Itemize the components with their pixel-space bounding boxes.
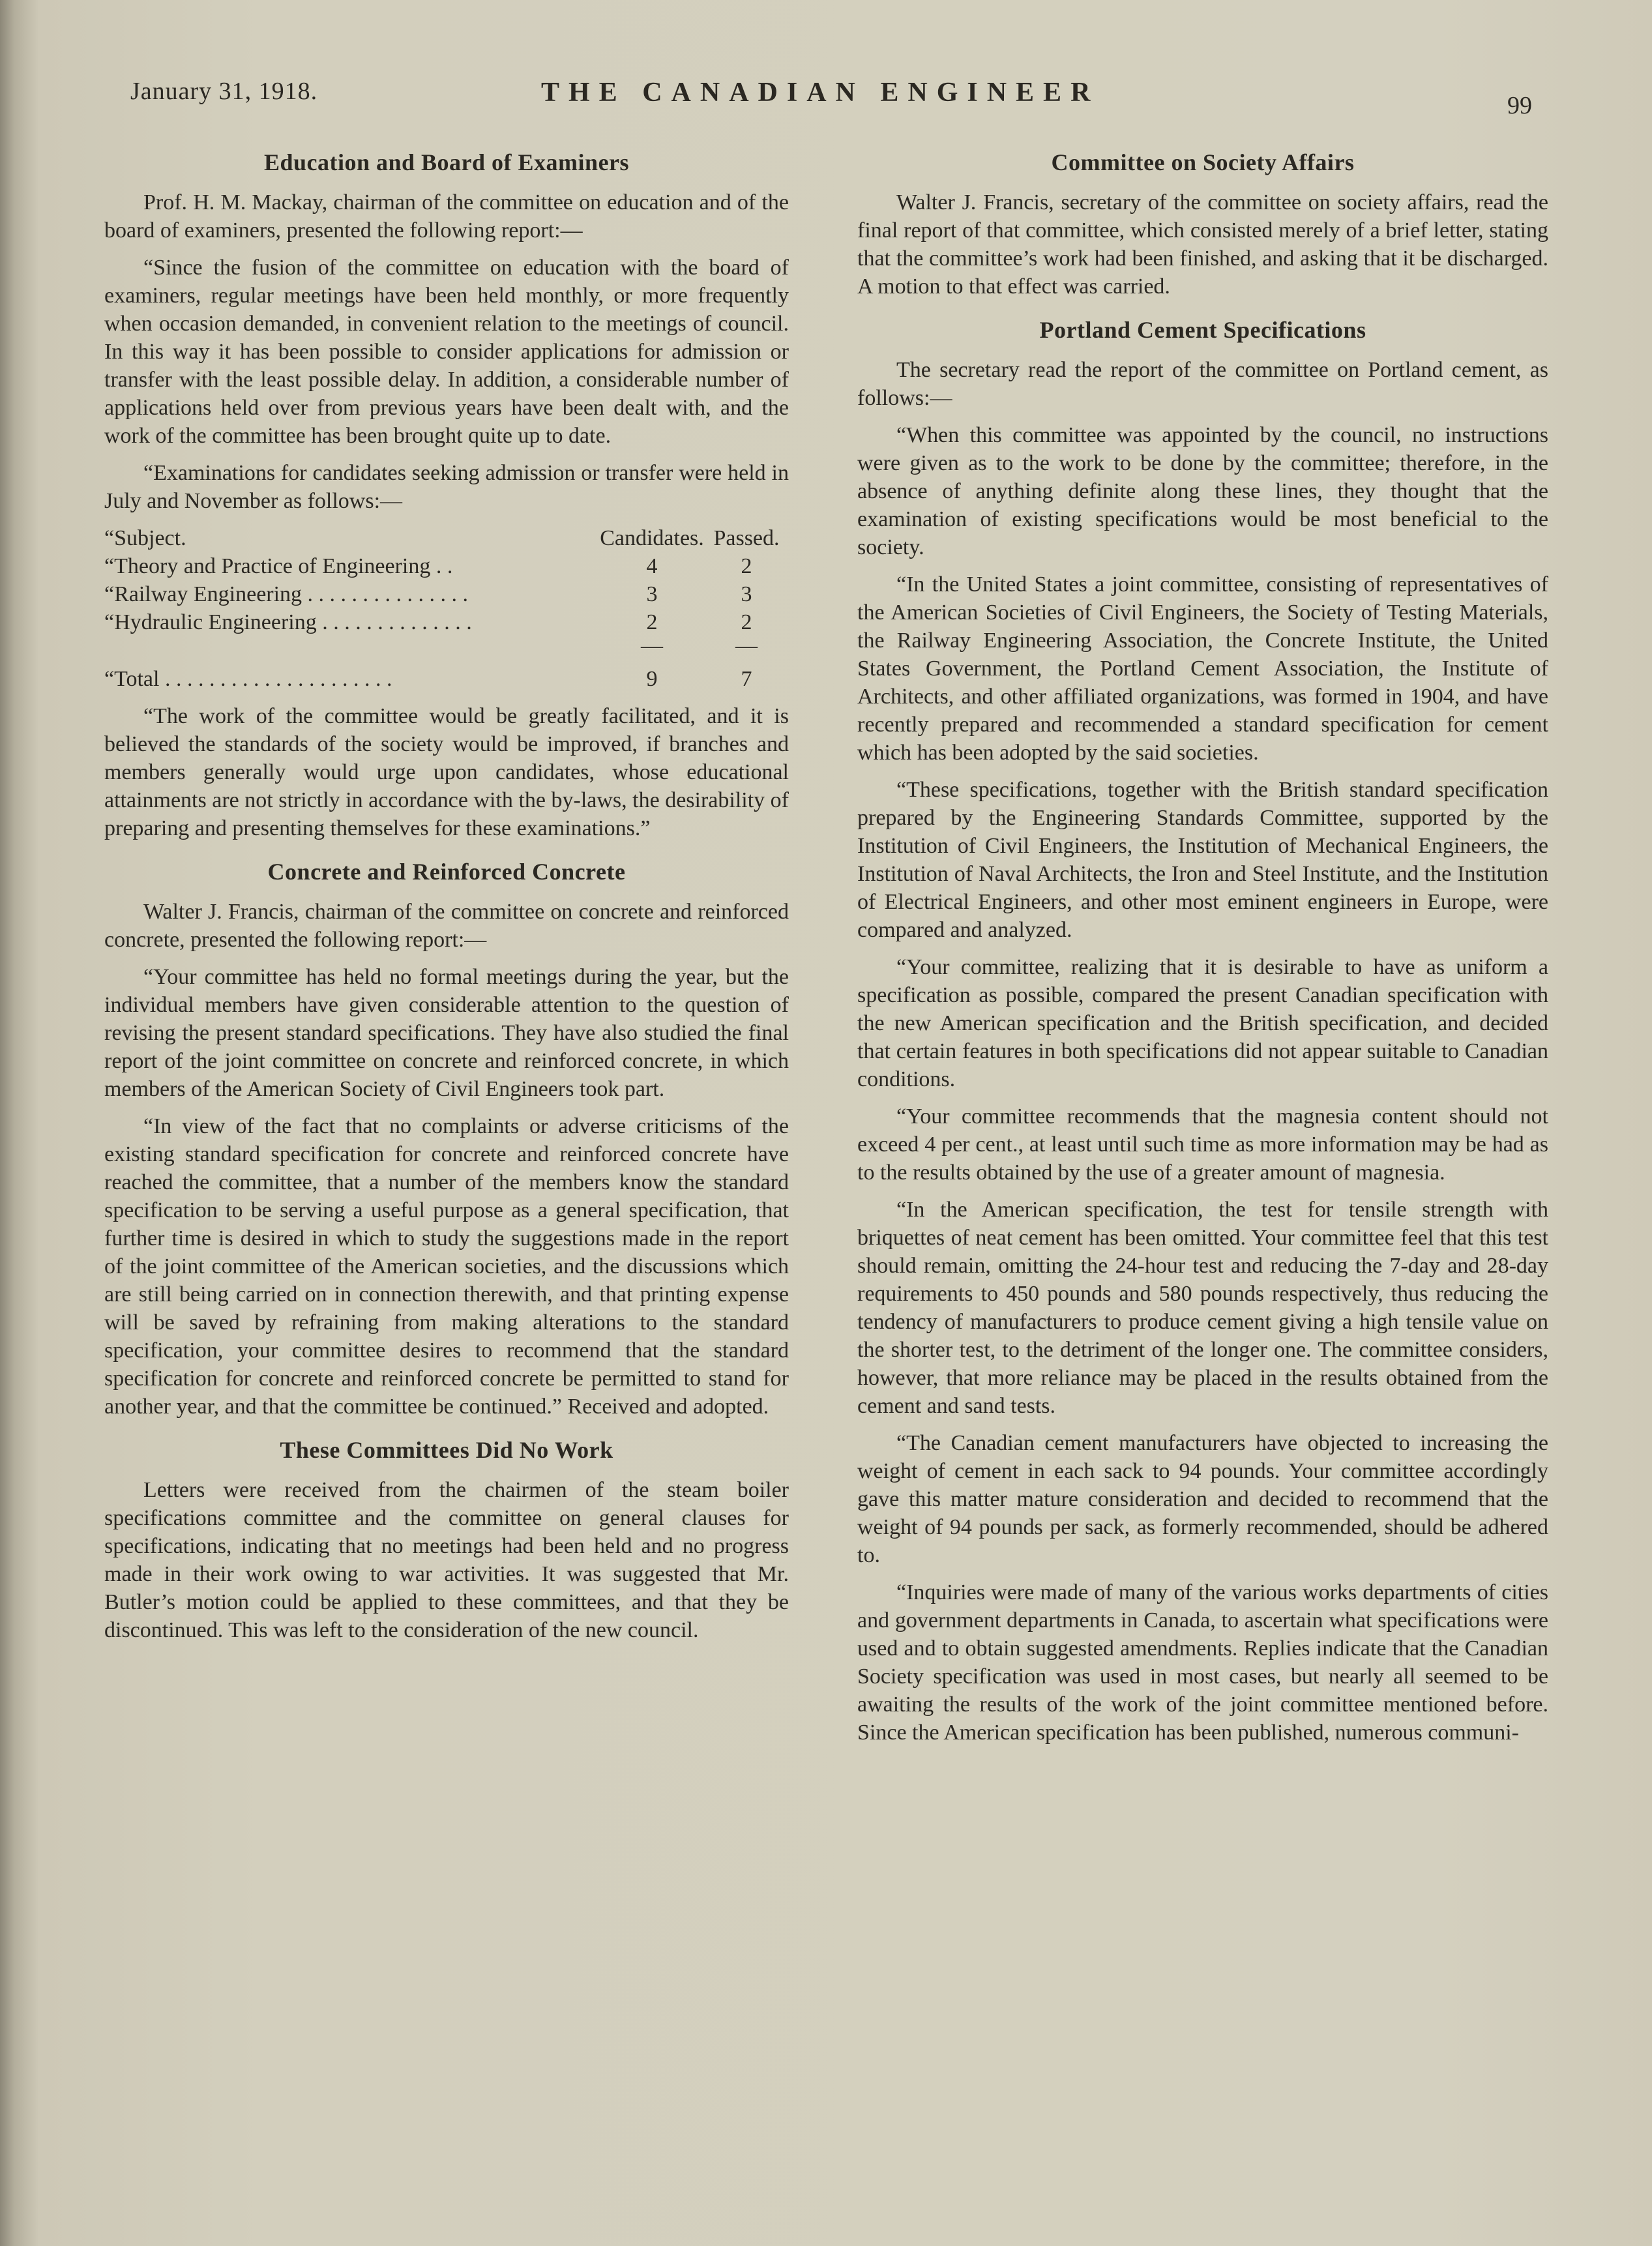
table-row bbox=[104, 608, 789, 636]
section-title-education: Education and Board of Examiners bbox=[263, 149, 630, 175]
section-title-portland-cement: Portland Cement Specifications bbox=[1039, 317, 1366, 343]
paragraph: “The work of the committee would be greatly facilitated, and it is believed the standards of the society would be improved, if branches and members generally would urge upon candidates, whose educational attainments are not strictly in accordance with the by-laws, the desirability of preparing and presenting themselves for these examinations.” bbox=[104, 704, 789, 840]
table-rule: — bbox=[641, 634, 663, 658]
paragraph: “Examinations for candidates seeking admission or transfer were held in July and November as follows:— bbox=[104, 461, 789, 513]
paragraph: “In the United States a joint committee, consisting of representatives of the American Societies of Civil Engineers, the Society of Testing Materials, the Railway Engineering Association, the Concrete Institute, the United States Government, the Portland Cement Association, the Institute of Architects, and other affiliated organizations, was formed in 1904, and have recently prepared and recommended a standard specification for cement which has been adopted by the said societies. bbox=[857, 572, 1548, 765]
paragraph: Letters were received from the chairmen of the steam boiler specifications committee and the committee on general clauses for specifications, indicating that no meetings had been held and no progress made in their work owing to war activities. It was suggested that Mr. Butler’s motion could be applied to these committees, and that they be discontinued. This was left to the consideration of the new council. bbox=[104, 1478, 789, 1642]
paragraph: Walter J. Francis, secretary of the committee on society affairs, read the final report of that committee, which consisted merely of a brief letter, stating that the committee’s work had been finished, and asking that it be discharged. A motion to that effect was carried. bbox=[857, 190, 1548, 299]
page-header bbox=[130, 77, 1532, 129]
table-cell-subject: “Hydraulic Engineering . . . . . . . . . . . . . . bbox=[104, 610, 472, 634]
table-cell-subject: “Theory and Practice of Engineering . . bbox=[104, 554, 453, 578]
journal-title: THE CANADIAN ENGINEER bbox=[541, 78, 1100, 108]
table-cell-subject: “Railway Engineering . . . . . . . . . . . . . . . bbox=[104, 582, 469, 606]
table-total-candidates: 9 bbox=[646, 667, 658, 691]
paragraph: “When this committee was appointed by the council, no instructions were given as to the work to be done by the committee; therefore, in the absence of anything definite along these lines, they thought that the examination of existing specifications would be most beneficial to the society. bbox=[857, 423, 1548, 559]
section-title-society-affairs: Committee on Society Affairs bbox=[1051, 149, 1355, 175]
paragraph: “Inquiries were made of many of the various works departments of cities and government departments in Canada, to ascertain what specifications were used and to obtain suggested amendments. Replies indicate that the Canadian Society specification was used in most cases, but nearly all seemed to be awaiting the results of the work of the joint committee mentioned before. Since the American specification has been published, numerous communi- bbox=[857, 1580, 1548, 1745]
table-header-subject: “Subject. bbox=[104, 526, 186, 550]
paragraph: “Your committee, realizing that it is desirable to have as uniform a specification as possible, compared the present Canadian specification with the new American specification and the British specification, and decided that certain features in both specifications did not appear suitable to Canadian conditions. bbox=[857, 955, 1548, 1091]
paragraph: “Since the fusion of the committee on education with the board of examiners, regular meetings have been held monthly, or more frequently when occasion demanded, in convenient relation to the meetings of council. In this way it has been possible to consider applications for admission or transfer with the least possible delay. In addition, a considerable number of applications held over from previous years have been dealt with, and the work of the committee has been brought quite up to date. bbox=[104, 256, 789, 448]
table-cell-candidates: 2 bbox=[646, 610, 658, 634]
issue-date: January 31, 1918. bbox=[130, 78, 318, 105]
table-header-candidates: Candidates. bbox=[600, 526, 704, 550]
left-column bbox=[104, 149, 789, 1653]
table-header-passed: Passed. bbox=[713, 526, 780, 550]
paragraph: “The Canadian cement manufacturers have objected to increasing the weight of cement in each sack to 94 pounds. Your committee accordingly gave this matter mature consideration and decided to recommend that the weight of 94 pounds per sack, as formerly recommended, should be adhered to. bbox=[857, 1431, 1548, 1567]
table-cell-passed: 3 bbox=[741, 582, 752, 606]
page-number: 99 bbox=[1507, 92, 1532, 119]
paragraph: “Your committee recommends that the magnesia content should not exceed 4 per cent., at least until such time as more information may be had as to the results obtained by the use of a greater amount of magnesia. bbox=[857, 1104, 1548, 1185]
section-title-committees-no-work: These Committees Did No Work bbox=[280, 1437, 613, 1463]
paragraph: “In the American specification, the test for tensile strength with briquettes of neat cement has been omitted. Your committee feel that this test should remain, omitting the 24-hour test and reducing the 7-day and 28-day requirements to 450 pounds and 580 pounds respectively, thus reducing the tendency of manufacturers to produce cement giving a high tensile value on the shorter test, to the detriment of the longer one. The committee considers, however, that more reliance may be placed in the results obtained from the cement and sand tests. bbox=[857, 1198, 1548, 1418]
right-column bbox=[857, 149, 1548, 1756]
paragraph: “In view of the fact that no complaints or adverse criticisms of the existing standard specification for concrete and reinforced concrete have reached the committee, that a number of the members know the standard specification to be serving a useful purpose as a general specification, that further time is desired in which to study the suggestions made in the report of the joint committee of the American societies, and the discussions which are still being carried on in connection therewith, and that printing expense will be saved by refraining from making alterations to the standard specification, your committee desires to recommend that the standard specification for concrete and reinforced concrete be permitted to stand for another year, and that the committee be continued.” Received and adopted. bbox=[104, 1114, 789, 1419]
table-cell-passed: 2 bbox=[741, 610, 752, 634]
table-total-row bbox=[104, 656, 789, 693]
paragraph: Walter J. Francis, chairman of the committee on concrete and reinforced concrete, presented the following report:— bbox=[104, 900, 789, 952]
table-row bbox=[104, 580, 789, 608]
paragraph: Prof. H. M. Mackay, chairman of the committee on education and of the board of examiners, presented the following report:— bbox=[104, 190, 789, 243]
table-cell-candidates: 4 bbox=[646, 554, 658, 578]
table-cell-passed: 2 bbox=[741, 554, 752, 578]
examination-table bbox=[104, 524, 789, 693]
table-total-passed: 7 bbox=[741, 667, 752, 691]
table-row bbox=[104, 552, 789, 580]
table-cell-candidates: 3 bbox=[646, 582, 658, 606]
table-total-label: “Total . . . . . . . . . . . . . . . . . . . . . bbox=[104, 667, 392, 691]
section-title-concrete: Concrete and Reinforced Concrete bbox=[267, 859, 626, 885]
table-rule-row bbox=[104, 636, 789, 656]
paragraph: “Your committee has held no formal meetings during the year, but the individual members have given considerable attention to the question of revising the present standard specifications. They have also studied the final report of the joint committee on concrete and reinforced concrete, in which members of the American Society of Civil Engineers took part. bbox=[104, 965, 789, 1101]
table-header-row bbox=[104, 524, 789, 552]
table-rule: — bbox=[735, 634, 758, 658]
paragraph: The secretary read the report of the committee on Portland cement, as follows:— bbox=[857, 358, 1548, 410]
paragraph: “These specifications, together with the British standard specification prepared by the Engineering Standards Committee, supported by the Institution of Civil Engineers, the Institution of Mechanical Engineers, the Institution of Naval Architects, the Iron and Steel Institute, and the Institution of Electrical Engineers, and other most eminent engineers in Europe, were compared and analyzed. bbox=[857, 778, 1548, 942]
